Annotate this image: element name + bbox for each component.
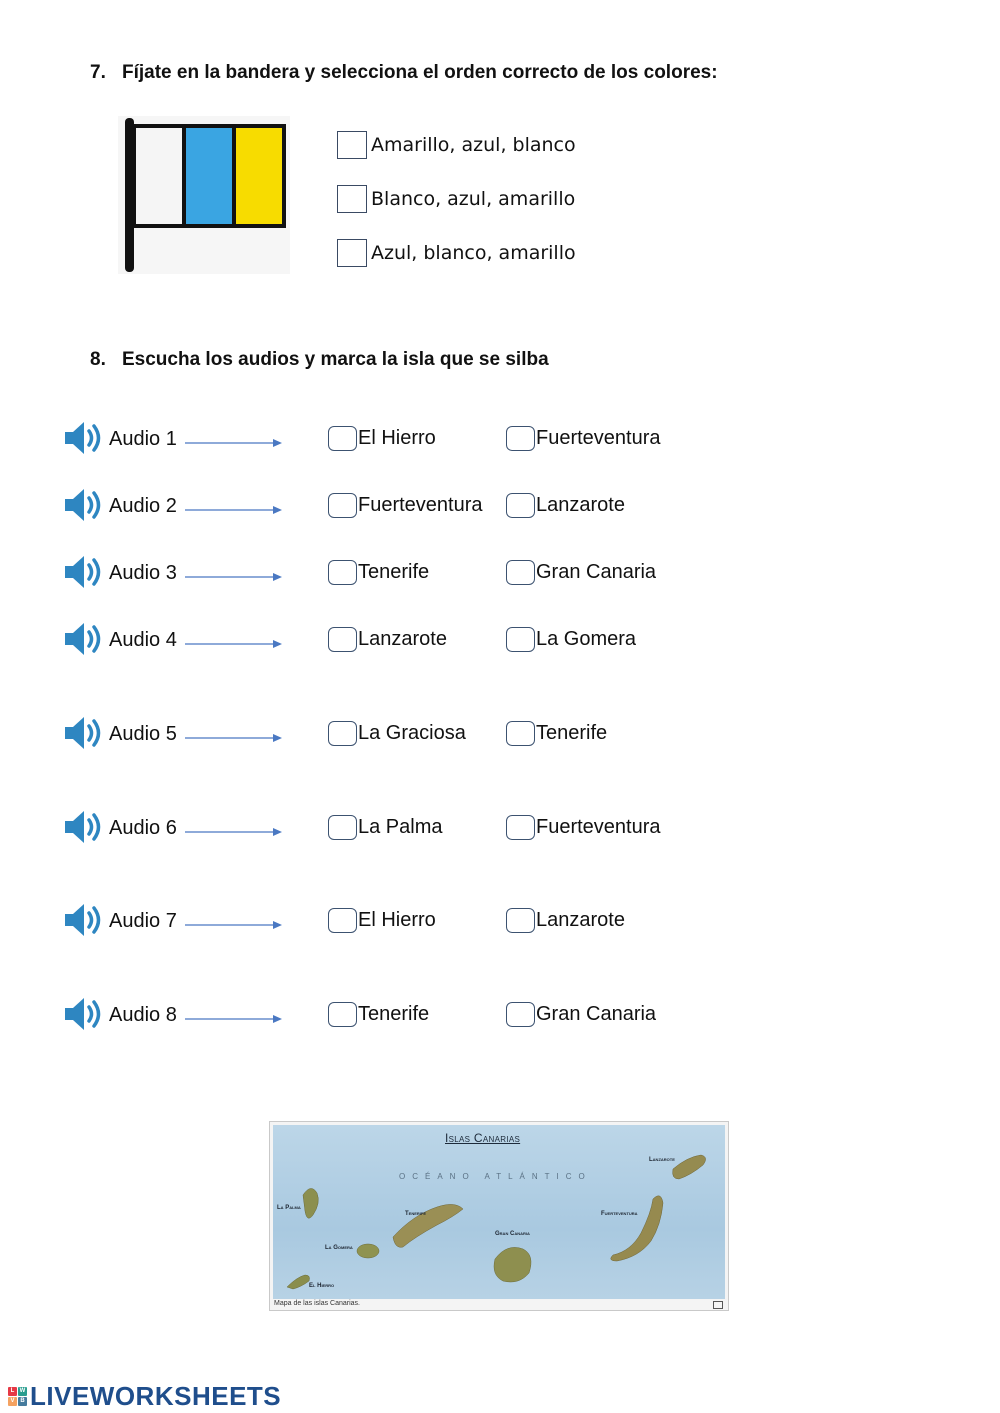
island-name: Tenerife xyxy=(536,722,608,744)
island-name: Tenerife xyxy=(358,561,430,583)
liveworksheets-logo xyxy=(8,1381,281,1412)
arrow-icon xyxy=(185,437,283,449)
checkbox[interactable] xyxy=(506,1002,535,1027)
checkbox[interactable] xyxy=(506,815,535,840)
question-number: 8. xyxy=(90,349,106,370)
island-label: La Gomera xyxy=(325,1245,353,1251)
island-choice[interactable] xyxy=(506,908,625,933)
checkbox[interactable] xyxy=(337,131,367,159)
speaker-icon[interactable] xyxy=(62,902,106,938)
checkbox[interactable] xyxy=(506,627,535,652)
q7-option-2[interactable] xyxy=(337,185,575,213)
audio-row xyxy=(60,487,760,527)
checkbox[interactable] xyxy=(337,185,367,213)
checkbox[interactable] xyxy=(328,1002,357,1027)
option-label: Blanco, azul, amarillo xyxy=(371,188,576,210)
island-choice[interactable] xyxy=(328,493,483,518)
question-number: 7. xyxy=(90,62,106,83)
audio-label: Audio 1 xyxy=(109,428,177,450)
audio-label: Audio 6 xyxy=(109,817,177,839)
island-choice[interactable] xyxy=(506,493,625,518)
map-image xyxy=(273,1125,725,1299)
island-name: Gran Canaria xyxy=(536,561,657,583)
island-choice[interactable] xyxy=(506,815,661,840)
flag-stripe-yellow xyxy=(232,128,282,224)
checkbox[interactable] xyxy=(328,493,357,518)
logo-icon-tile: L xyxy=(8,1387,17,1396)
islands-drawing xyxy=(273,1125,725,1299)
arrow-icon xyxy=(185,571,283,583)
option-label: Amarillo, azul, blanco xyxy=(371,134,576,156)
island-label: El Hierro xyxy=(309,1283,335,1289)
island-choice[interactable] xyxy=(328,908,436,933)
island-name: La Gomera xyxy=(536,628,637,650)
q7-option-1[interactable] xyxy=(337,131,576,159)
audio-label: Audio 8 xyxy=(109,1004,177,1026)
island-choice[interactable] xyxy=(506,721,607,746)
checkbox[interactable] xyxy=(328,560,357,585)
checkbox[interactable] xyxy=(506,721,535,746)
audio-label: Audio 2 xyxy=(109,495,177,517)
audio-row xyxy=(60,554,760,594)
question-text: Fíjate en la bandera y selecciona el orden correcto de los colores: xyxy=(122,62,718,83)
flag-stripe-white xyxy=(136,128,182,224)
checkbox[interactable] xyxy=(506,493,535,518)
audio-label: Audio 3 xyxy=(109,562,177,584)
island-label: Gran Canaria xyxy=(495,1231,530,1237)
checkbox[interactable] xyxy=(328,426,357,451)
island-choice[interactable] xyxy=(328,721,466,746)
audio-label: Audio 7 xyxy=(109,910,177,932)
island-name: Fuerteventura xyxy=(358,494,483,516)
speaker-icon[interactable] xyxy=(62,420,106,456)
logo-icon xyxy=(8,1387,27,1406)
arrow-icon xyxy=(185,638,283,650)
speaker-icon[interactable] xyxy=(62,487,106,523)
island-choice[interactable] xyxy=(506,627,636,652)
checkbox[interactable] xyxy=(506,426,535,451)
arrow-icon xyxy=(185,1013,283,1025)
q7-option-3[interactable] xyxy=(337,239,576,267)
island-name: Tenerife xyxy=(358,1003,430,1025)
checkbox[interactable] xyxy=(328,908,357,933)
speaker-icon[interactable] xyxy=(62,554,106,590)
option-label: Azul, blanco, amarillo xyxy=(371,242,576,264)
arrow-icon xyxy=(185,732,283,744)
checkbox[interactable] xyxy=(328,721,357,746)
audio-row xyxy=(60,621,760,661)
audio-row xyxy=(60,902,760,942)
island-name: La Palma xyxy=(358,816,443,838)
arrow-icon xyxy=(185,919,283,931)
island-choice[interactable] xyxy=(506,1002,656,1027)
island-choice[interactable] xyxy=(506,560,656,585)
island-name: El Hierro xyxy=(358,427,436,449)
island-label: Fuerteventura xyxy=(601,1211,638,1217)
island-choice[interactable] xyxy=(328,560,429,585)
island-name: El Hierro xyxy=(358,909,436,931)
arrow-icon xyxy=(185,826,283,838)
island-choice[interactable] xyxy=(506,426,661,451)
logo-icon-tile: V xyxy=(8,1397,17,1406)
flag-stripe-blue xyxy=(182,128,232,224)
map-title: Islas Canarias xyxy=(445,1131,521,1145)
question-7-title xyxy=(90,62,718,84)
speaker-icon[interactable] xyxy=(62,996,106,1032)
island-name: Lanzarote xyxy=(536,494,625,516)
island-choice[interactable] xyxy=(328,627,447,652)
audio-row xyxy=(60,715,760,755)
checkbox[interactable] xyxy=(337,239,367,267)
checkbox[interactable] xyxy=(328,815,357,840)
island-name: Lanzarote xyxy=(358,628,447,650)
ocean-label: OCÉANO ATLÁNTICO xyxy=(399,1172,592,1181)
island-name: Fuerteventura xyxy=(536,816,661,838)
checkbox[interactable] xyxy=(328,627,357,652)
island-name: La Graciosa xyxy=(358,722,466,744)
map-caption: Mapa de las islas Canarias. xyxy=(274,1300,360,1307)
arrow-icon xyxy=(185,504,283,516)
question-text: Escucha los audios y marca la isla que se silba xyxy=(122,349,549,370)
island-label: La Palma xyxy=(277,1205,301,1211)
logo-icon-tile: W xyxy=(19,1388,26,1394)
audio-row xyxy=(60,420,760,460)
checkbox[interactable] xyxy=(506,908,535,933)
audio-row xyxy=(60,996,760,1036)
island-name: Lanzarote xyxy=(536,909,625,931)
island-name: Fuerteventura xyxy=(536,427,661,449)
audio-row xyxy=(60,809,760,849)
audio-label: Audio 5 xyxy=(109,723,177,745)
island-choice[interactable] xyxy=(328,815,443,840)
canary-islands-map xyxy=(269,1121,729,1311)
brand-name: LIVEWORKSHEETS xyxy=(30,1381,282,1411)
speaker-icon[interactable] xyxy=(62,715,106,751)
canary-flag-image xyxy=(118,116,290,274)
island-name: Gran Canaria xyxy=(536,1003,657,1025)
audio-label: Audio 4 xyxy=(109,629,177,651)
island-choice[interactable] xyxy=(328,1002,429,1027)
speaker-icon[interactable] xyxy=(62,809,106,845)
island-label: Lanzarote xyxy=(649,1157,675,1163)
speaker-icon[interactable] xyxy=(62,621,106,657)
flag xyxy=(132,124,286,228)
island-label: Tenerife xyxy=(405,1211,427,1217)
question-8-title xyxy=(90,349,549,371)
checkbox[interactable] xyxy=(506,560,535,585)
logo-icon-tile: B xyxy=(18,1397,27,1406)
island-choice[interactable] xyxy=(328,426,436,451)
enlarge-icon[interactable] xyxy=(713,1301,723,1309)
